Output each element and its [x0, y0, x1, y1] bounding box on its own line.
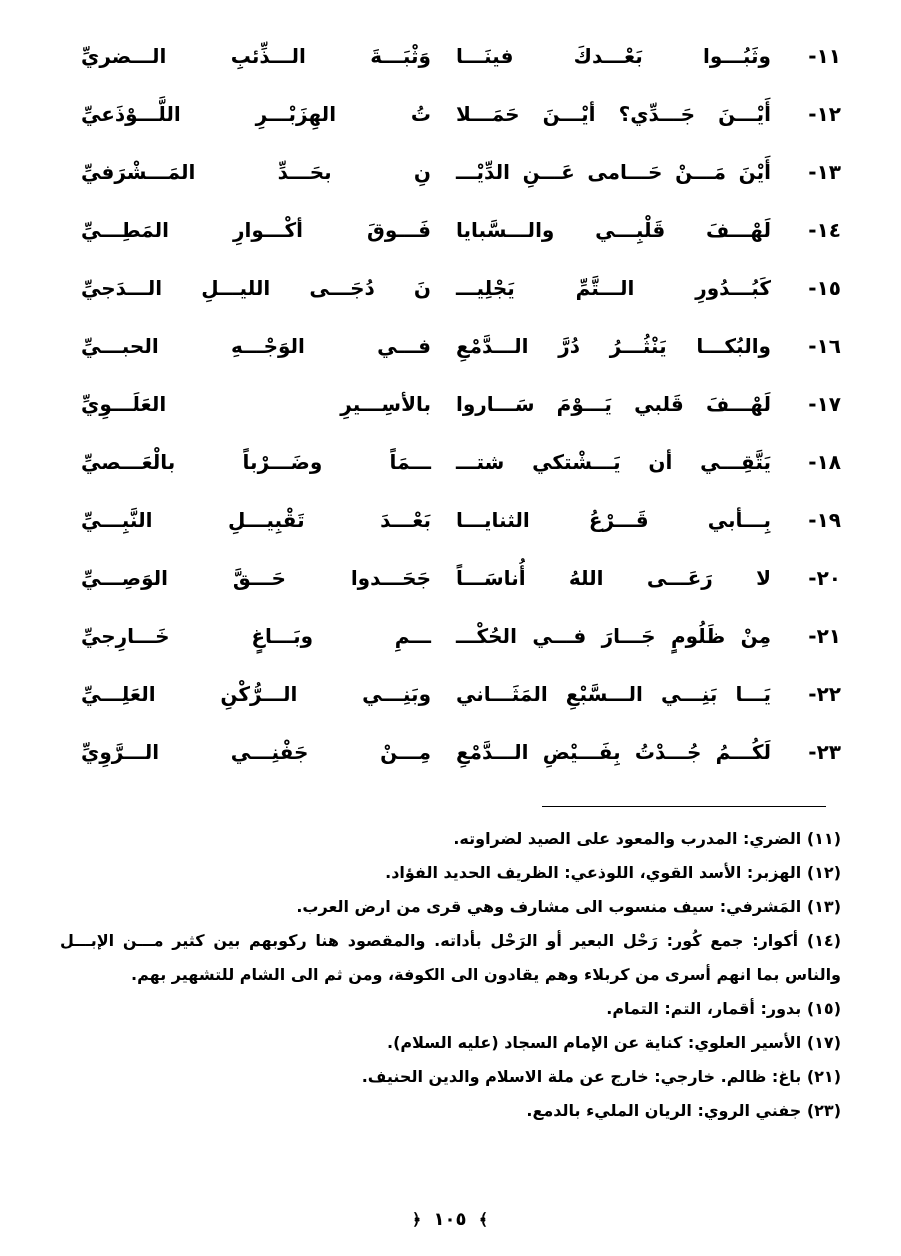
verse-first-hemistich: أَيْنَ مَـــنْ حَـــامى عَـــنِ الدِّيْـــ: [456, 160, 771, 184]
verse-number: ١٦-: [808, 334, 841, 358]
verse-first-hemistich: أَيْـــنَ جَـــدِّي؟ أيْـــنَ حَمَـــلا: [456, 102, 771, 126]
verse-second-hemistich: ـــمَاً وضَـــرْباً بالْعَـــصيِّ: [81, 450, 431, 474]
footnote-continuation: والناس بما انهم أسرى من كربلاء وهم يقادون الى الكوفة، ومن ثم الى الشام للتشهير بهم.: [131, 965, 841, 984]
verse-second-hemistich: نَ دُجَـــى الليـــلِ الـــدَجيِّ: [81, 276, 431, 300]
verse-line: [60, 558, 841, 598]
verse-second-hemistich: فَـــوقَ أكْـــوارِ المَطِـــيِّ: [81, 218, 431, 242]
footnote: (١١) الضري: المدرب والمعود على الصيد لضراوته.: [453, 829, 841, 848]
verse-line: [60, 326, 841, 366]
footnote: (١٥) بدور: أقمار، التم: التمام.: [606, 999, 841, 1018]
verse-second-hemistich: بَعْـــدَ تَقْبِيـــلِ النَّبِـــيِّ: [81, 508, 431, 532]
verse-line: [60, 152, 841, 192]
verse-line: [60, 384, 841, 424]
verse-first-hemistich: وثَبُـــوا بَعْـــدكَ فينَـــا: [456, 44, 771, 68]
page-number: [390, 1203, 510, 1237]
verse-number: ١٢-: [808, 102, 841, 126]
verse-second-hemistich: مِـــنْ جَفْنِـــي الـــرَّوِيِّ: [81, 740, 431, 764]
verse-line: [60, 732, 841, 772]
verse-line: [60, 442, 841, 482]
verse-first-hemistich: لَهْـــفَ قَلْبِـــي والـــسَّبايا: [456, 218, 771, 242]
verse-first-hemistich: يَـــا بَنِـــي الـــسَّبْعِ المَثَـــاني: [456, 682, 771, 706]
verse-line: [60, 210, 841, 250]
verse-line: [60, 674, 841, 714]
verse-first-hemistich: لَهْـــفَ قَلبي يَـــوْمَ سَـــاروا: [456, 392, 771, 416]
verse-line: [60, 94, 841, 134]
verse-number: ١٧-: [808, 392, 841, 416]
verse-first-hemistich: بِـــأبي قَـــرْعُ الثنايـــا: [456, 508, 771, 532]
footnote: (١٧) الأسير العلوي: كناية عن الإمام السجاد (عليه السلام).: [387, 1033, 841, 1052]
footnote: (٢٣) جفني الروي: الريان المليء بالدمع.: [526, 1101, 841, 1120]
verse-number: ١٨-: [808, 450, 841, 474]
verse-second-hemistich: فـــي الوَجْـــهِ الحبـــيِّ: [81, 334, 431, 358]
page-number-value: ١٠٥: [433, 1209, 467, 1230]
footnote: (١٢) الهزبر: الأسد القوي، اللوذعي: الظريف الحديد الفؤاد.: [385, 863, 841, 882]
verse-second-hemistich: ـــمِ وبَـــاغٍ خَـــارِجيِّ: [81, 624, 431, 648]
verse-first-hemistich: والبُكـــا يَنْثُـــرُ دُرَّ الـــدَّمْعِ: [456, 334, 771, 358]
verse-first-hemistich: لا رَعَـــى اللهُ أُناسَـــاً: [456, 566, 771, 590]
footnote: (١٣) المَشرفي: سيف منسوب الى مشارف وهي قرى من ارض العرب.: [296, 897, 841, 916]
verse-second-hemistich: بالأسِـــيرِ العَلَـــوِيِّ: [81, 392, 431, 416]
verse-second-hemistich: وَثْبَـــةَ الـــذِّئبِ الـــضريِّ: [81, 44, 431, 68]
verse-line: [60, 500, 841, 540]
verse-first-hemistich: كَبُـــدُورِ الـــتَّمِّ يَجْلِيـــ: [456, 276, 771, 300]
verse-line: [60, 268, 841, 308]
ornament-bracket-icon: ﴿: [411, 1210, 422, 1229]
verse-second-hemistich: جَحَـــدوا حَـــقَّ الوَصِـــيِّ: [81, 566, 431, 590]
verse-number: ١٩-: [808, 508, 841, 532]
verse-second-hemistich: نِ بحَـــدِّ المَـــشْرَفيِّ: [81, 160, 431, 184]
verse-number: ٢٠-: [808, 566, 841, 590]
verse-number: ١١-: [808, 44, 841, 68]
verse-first-hemistich: يَتَّقِـــي أن يَـــشْتكي شتـــ: [456, 450, 771, 474]
verse-first-hemistich: مِنْ ظَلُومٍ جَـــارَ فـــي الحُكْـــ: [456, 624, 771, 648]
verse-first-hemistich: لَكُـــمُ جُـــدْتُ بِفَـــيْضِ الـــدَّمْعِ: [456, 740, 771, 764]
verse-second-hemistich: وبَنِـــي الـــرُّكْنِ العَلِـــيِّ: [81, 682, 431, 706]
verse-number: ١٥-: [808, 276, 841, 300]
verse-number: ٢٢-: [808, 682, 841, 706]
ornament-bracket-icon: ﴾: [478, 1210, 489, 1229]
verse-number: ٢٣-: [808, 740, 841, 764]
footnote-separator: [542, 806, 826, 807]
footnote: (١٤) أكوار: جمع كُور: رَحْل البعير أو الرَحْل بأداته. والمقصود هنا ركوبهم بين كثير مـــن الإبـــل: [60, 931, 841, 950]
verse-number: ١٤-: [808, 218, 841, 242]
footnotes: [60, 822, 841, 1128]
verse-number: ٢١-: [808, 624, 841, 648]
verse-line: [60, 616, 841, 656]
verse-line: [60, 36, 841, 76]
verse-number: ١٣-: [808, 160, 841, 184]
footnote: (٢١) باغ: ظالم. خارجي: خارج عن ملة الاسلام والدين الحنيف.: [361, 1067, 841, 1086]
verse-second-hemistich: تُ الهِزَبْـــرِ اللَّـــوْذَعيِّ: [81, 102, 431, 126]
